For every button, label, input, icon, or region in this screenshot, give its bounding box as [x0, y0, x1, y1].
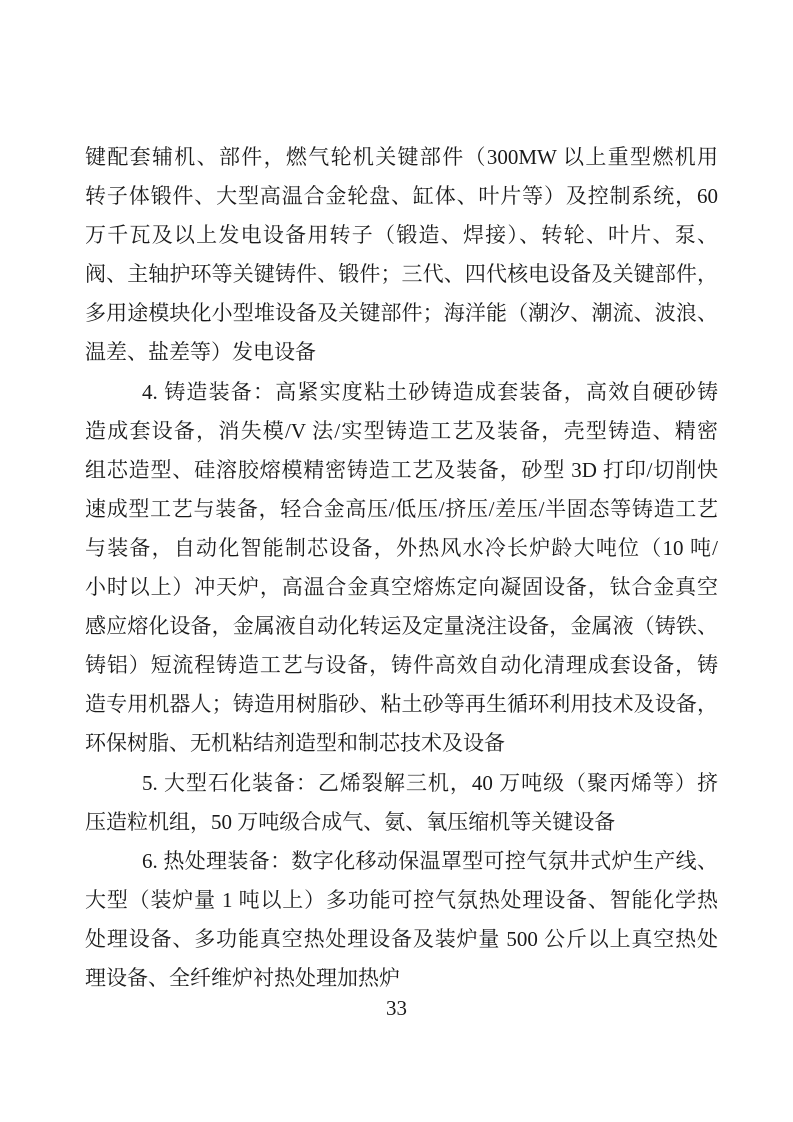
paragraph-line: 感应熔化设备，金属液自动化转运及定量浇注设备，金属液（铸铁、: [85, 614, 718, 639]
paragraph-line: 速成型工艺与装备，轻合金高压/低压/挤压/差压/半固态等铸造工艺: [85, 496, 718, 521]
document-body: [85, 138, 718, 998]
paragraph-line: 键配套辅机、部件，燃气轮机关键部件（300MW 以上重型燃机用: [85, 145, 718, 169]
paragraph-line-item-6: 6. 热处理装备：数字化移动保温罩型可控气氛井式炉生产线、: [142, 848, 718, 873]
paragraph-line: 造成套设备，消失模/V 法/实型铸造工艺及装备，壳型铸造、精密: [85, 418, 718, 443]
paragraph-line-item-5: 5. 大型石化装备：乙烯裂解三机，40 万吨级（聚丙烯等）挤: [142, 770, 718, 795]
paragraph-line: 多用途模块化小型堆设备及关键部件；海洋能（潮汐、潮流、波浪、: [85, 301, 718, 326]
paragraph-line: 组芯造型、硅溶胶熔模精密铸造工艺及装备，砂型 3D 打印/切削快: [85, 457, 718, 482]
paragraph-line: 小时以上）冲天炉，高温合金真空熔炼定向凝固设备，钛合金真空: [85, 575, 718, 600]
paragraph-line: 压造粒机组，50 万吨级合成气、氨、氧压缩机等关键设备: [85, 809, 616, 834]
page-number: 33: [386, 996, 407, 1020]
paragraph-line: 万千瓦及以上发电设备用转子（锻造、焊接）、转轮、叶片、泵、: [85, 223, 718, 248]
paragraph-line: 阀、主轴护环等关键铸件、锻件；三代、四代核电设备及关键部件，: [85, 262, 718, 287]
paragraph-line: 造专用机器人；铸造用树脂砂、粘土砂等再生循环利用技术及设备，: [85, 692, 718, 717]
paragraph-line: 理设备、全纤维炉衬热处理加热炉: [85, 965, 400, 990]
paragraph-line: 与装备，自动化智能制芯设备，外热风水冷长炉龄大吨位（10 吨/: [85, 535, 718, 560]
paragraph-line: 转子体锻件、大型高温合金轮盘、缸体、叶片等）及控制系统，60: [85, 184, 718, 209]
paragraph-line: 处理设备、多功能真空热处理设备及装炉量 500 公斤以上真空热处: [85, 926, 718, 951]
paragraph-line: 大型（装炉量 1 吨以上）多功能可控气氛热处理设备、智能化学热: [85, 887, 718, 912]
paragraph-line: 温差、盐差等）发电设备: [85, 340, 316, 365]
paragraph-line: 铸铝）短流程铸造工艺与设备，铸件高效自动化清理成套设备，铸: [85, 653, 718, 678]
paragraph-line-item-4: 4. 铸造装备：高紧实度粘土砂铸造成套装备，高效自硬砂铸: [142, 379, 718, 404]
paragraph-line: 环保树脂、无机粘结剂造型和制芯技术及设备: [85, 731, 505, 756]
